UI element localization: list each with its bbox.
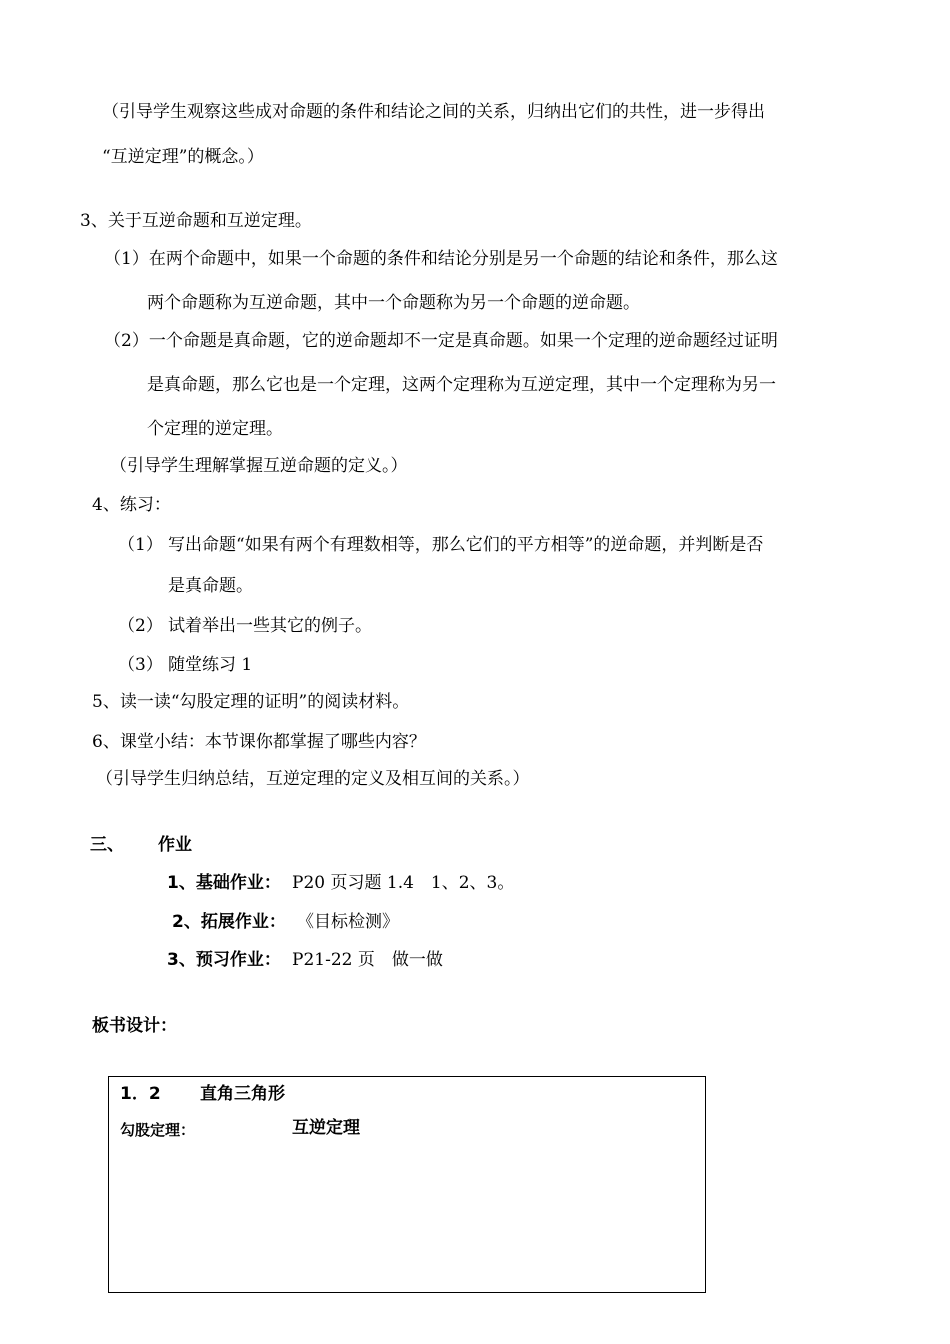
section3-note: （引导学生理解掌握互逆命题的定义。） [110,456,408,476]
section3-item2-line2: 是真命题，那么它也是一个定理，这两个定理称为互逆定理，其中一个定理称为另一 [147,375,776,395]
board-title: 直角三角形 [200,1084,285,1104]
section3-item1-line1: （1）在两个命题中，如果一个命题的条件和结论分别是另一个命题的结论和条件，那么这 [104,249,778,269]
section3-item2-line1: （2）一个命题是真命题，它的逆命题却不一定是真命题。如果一个定理的逆命题经过证明 [104,331,778,351]
exercise2-label: （2） [118,616,163,636]
homework-heading: 作业 [158,835,192,855]
section4-title: 4、练习： [92,495,171,515]
section6-text: 6、课堂小结：本节课你都掌握了哪些内容？ [92,732,426,752]
board-section-number: 1．2 [120,1084,161,1104]
exercise3-text: 随堂练习 1 [168,655,253,675]
exercise1-line2: 是真命题。 [168,576,253,596]
exercise1-line1: 写出命题“如果有两个有理数相等，那么它们的平方相等”的逆命题，并判断是否 [168,535,764,555]
board-converse-theorem-label: 互逆定理 [292,1118,360,1138]
section3-title: 3、关于互逆命题和互逆定理。 [80,211,312,231]
homework-item1-text: P20 页习题 1.4 1、2、3。 [292,873,515,893]
section3-item2-line3: 个定理的逆定理。 [147,419,283,439]
homework-item1-label: 1、基础作业： [167,873,281,893]
homework-heading-number: 三、 [90,835,124,855]
homework-item2-label: 2、拓展作业： [172,912,286,932]
homework-item3-label: 3、预习作业： [167,950,281,970]
board-design-heading: 板书设计： [92,1016,177,1036]
board-design-box [108,1076,706,1293]
intro-line-2: “互逆定理”的概念。） [102,147,264,167]
section3-item1-line2: 两个命题称为互逆命题，其中一个命题称为另一个命题的逆命题。 [147,293,640,313]
intro-line-1: （引导学生观察这些成对命题的条件和结论之间的关系，归纳出它们的共性，进一步得出 [102,102,765,122]
exercise1-label: （1） [118,535,163,555]
board-pythagorean-label: 勾股定理： [120,1121,196,1139]
homework-item2-text: 《目标检测》 [297,912,399,932]
section5-text: 5、读一读“勾股定理的证明”的阅读材料。 [92,692,410,712]
exercise2-text: 试着举出一些其它的例子。 [168,616,372,636]
section6-note: （引导学生归纳总结，互逆定理的定义及相互间的关系。） [96,769,530,789]
homework-item3-text: P21-22 页 做一做 [292,950,443,970]
exercise3-label: （3） [118,655,163,675]
